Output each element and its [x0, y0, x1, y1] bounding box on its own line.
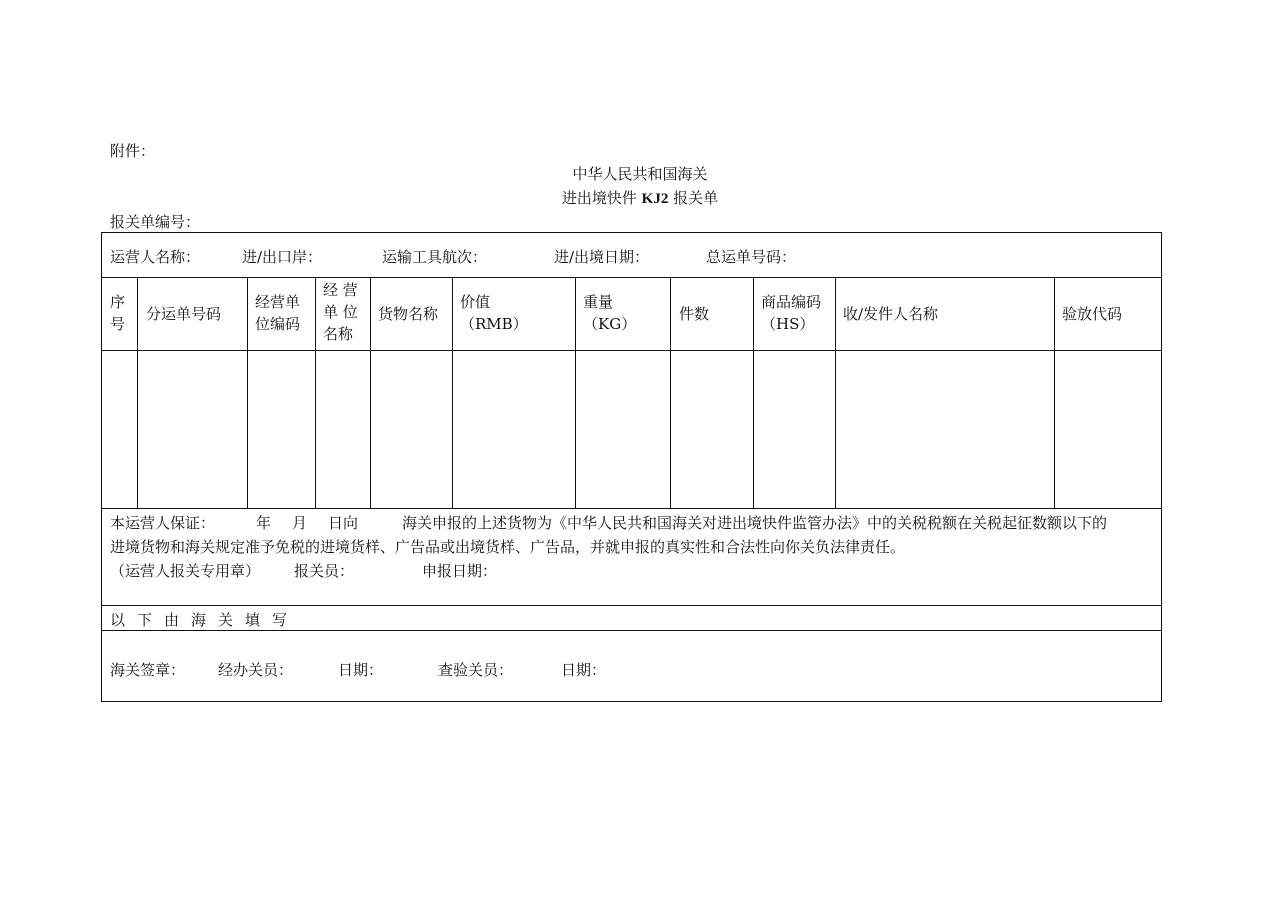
col-header-goods-name: 货物名称 — [378, 305, 439, 323]
col-divider — [835, 277, 836, 508]
row-divider — [102, 605, 1161, 606]
col-divider — [315, 277, 316, 508]
declarant-label: 报关员： — [294, 562, 355, 580]
voyage-label: 运输工具航次： — [382, 248, 488, 266]
col-divider — [452, 277, 453, 508]
form-title-code: KJ2 — [641, 191, 669, 207]
row-divider — [102, 508, 1161, 509]
col-header-weight: 重量 （KG） — [583, 293, 637, 333]
operator-seal-label: （运营人报关专用章） — [110, 562, 261, 580]
guarantee-year: 年 — [256, 514, 272, 532]
attachment-label: 附件： — [110, 142, 156, 160]
handling-officer-label: 经办关员： — [218, 661, 294, 679]
col-header-pieces: 件数 — [679, 305, 710, 323]
col-divider — [753, 277, 754, 508]
declaration-table — [101, 232, 1162, 702]
guarantee-text-line1: 海关申报的上述货物为《中华人民共和国海关对进出境快件监管办法》中的关税税额在关税起征数额以下的 — [402, 514, 1108, 532]
inspection-date-label: 日期： — [561, 661, 607, 679]
col-header-seq: 序 号 — [110, 293, 126, 333]
customs-seal-label: 海关签章： — [110, 661, 186, 679]
guarantee-label: 本运营人保证： — [110, 514, 216, 532]
col-divider — [575, 277, 576, 508]
handling-date-label: 日期： — [338, 661, 384, 679]
form-title — [0, 187, 1280, 208]
form-title-authority: 中华人民共和国海关 — [572, 165, 708, 183]
col-header-hs-code: 商品编码 （HS） — [761, 293, 822, 333]
guarantee-month: 月 — [292, 514, 308, 532]
form-number-label: 报关单编号： — [110, 213, 201, 231]
row-divider — [102, 277, 1161, 278]
col-divider — [137, 277, 138, 508]
col-header-release-code: 验放代码 — [1062, 305, 1123, 323]
row-divider — [102, 350, 1161, 351]
inspection-officer-label: 查验关员： — [438, 661, 514, 679]
guarantee-day: 日向 — [328, 514, 359, 532]
guarantee-text-line2: 进境货物和海关规定准予免税的进境货样、广告品或出境货样、广告品，并就申报的真实性和合法性向你关负法律责任。 — [110, 538, 906, 556]
operator-guarantee — [110, 511, 1158, 583]
col-header-unit-code: 经营单 位编码 — [255, 293, 301, 333]
col-divider — [1054, 277, 1055, 508]
form-title-pre: 进出境快件 — [561, 189, 642, 207]
entry-exit-date-label: 进/出境日期： — [554, 248, 650, 266]
port-label: 进/出口岸： — [242, 248, 323, 266]
col-header-value: 价值 （RMB） — [460, 293, 528, 333]
customs-section-heading: 以下由海关填写 — [110, 611, 300, 629]
col-header-consignee: 收/发件人名称 — [843, 305, 939, 323]
col-divider — [370, 277, 371, 508]
master-waybill-label: 总运单号码： — [706, 248, 797, 266]
row-divider — [102, 630, 1161, 631]
col-header-sub-waybill: 分运单号码 — [146, 305, 222, 323]
form-title-post: 报关单 — [668, 189, 719, 207]
operator-name-label: 运营人名称： — [110, 248, 201, 266]
col-divider — [670, 277, 671, 508]
col-header-unit-name: 经 营 单 位 名称 — [323, 281, 358, 343]
declare-date-label: 申报日期： — [422, 562, 498, 580]
col-divider — [247, 277, 248, 508]
